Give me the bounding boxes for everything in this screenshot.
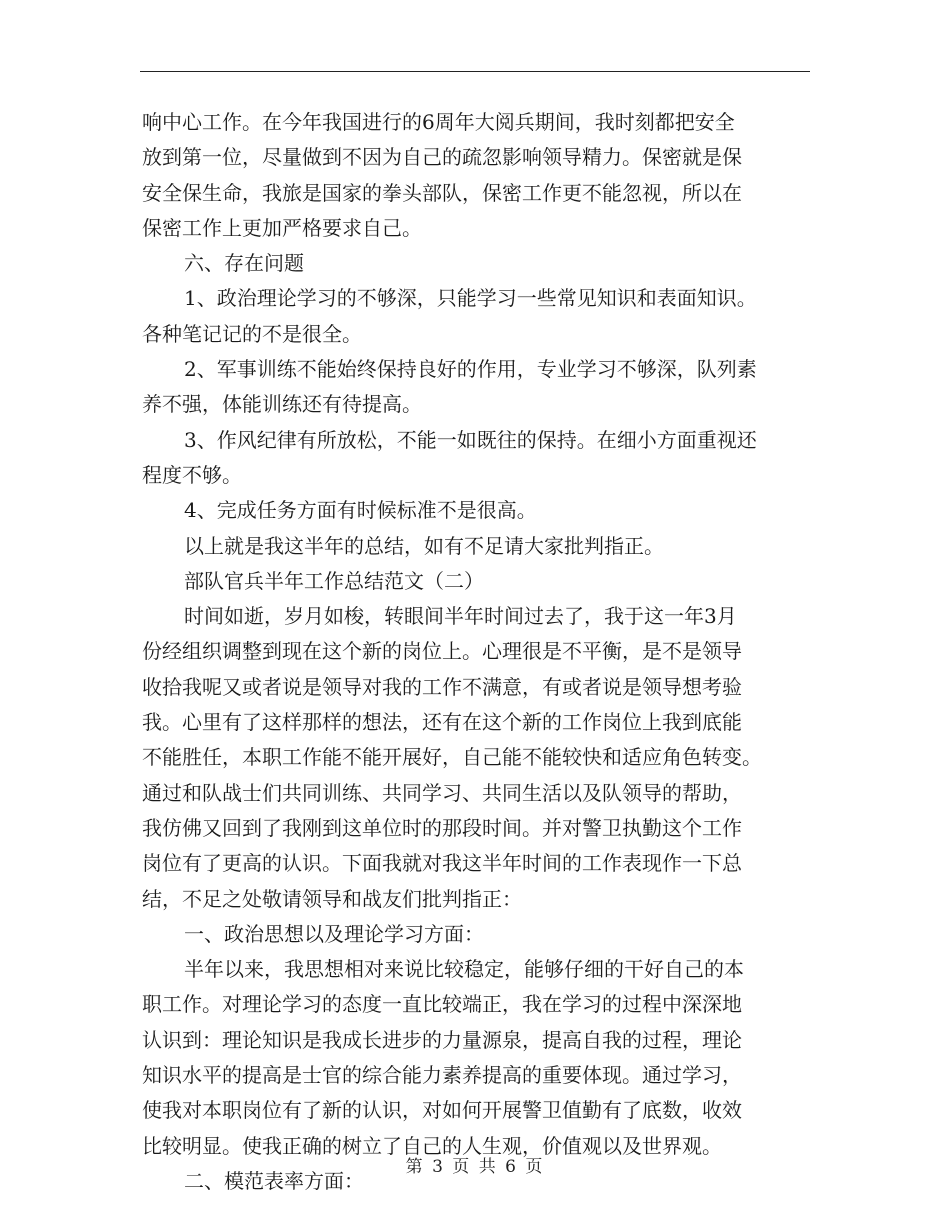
text-line: 4、完成任务方面有时候标准不是很高。 [184, 498, 537, 523]
text-line: 结，不足之处敬请领导和战友们批判指正： [142, 886, 522, 911]
text-line: 收拾我呢又或者说是领导对我的工作不满意，有或者说是领导想考验 [142, 674, 742, 699]
text-line: 1、政治理论学习的不够深，只能学习一些常见知识和表面知识。 [184, 286, 757, 311]
text-line: 响中心工作。在今年我国进行的6周年大阅兵期间，我时刻都把安全 [142, 110, 735, 134]
text-line: 部队官兵半年工作总结范文（二） [184, 568, 484, 593]
text-line: 保密工作上更加严格要求自己。 [142, 215, 422, 240]
text-line: 3、作风纪律有所放松，不能一如既往的保持。在细小方面重视还 [184, 427, 757, 452]
text-line: 认识到：理论知识是我成长进步的力量源泉，提高自我的过程，理论 [142, 1027, 742, 1052]
text-line: 我仿佛又回到了我刚到这单位时的那段时间。并对警卫执勤这个工作 [142, 815, 742, 840]
text-line: 二、模范表率方面： [184, 1168, 364, 1193]
text-line: 比较明显。使我正确的树立了自己的人生观，价值观以及世界观。 [142, 1133, 722, 1158]
text-line: 时间如逝，岁月如梭，转眼间半年时间过去了，我于这一年3月 [184, 604, 737, 629]
text-line: 职工作。对理论学习的态度一直比较端正，我在学习的过程中深深地 [142, 992, 742, 1017]
document-body [142, 105, 810, 1199]
text-line: 份经组织调整到现在这个新的岗位上。心理很是不平衡，是不是领导 [142, 639, 742, 664]
text-line: 各种笔记记的不是很全。 [142, 321, 362, 346]
page-footer: 第 3 页 共 6 页 [405, 1157, 545, 1177]
text-line: 通过和队战士们共同训练、共同学习、共同生活以及队领导的帮助， [142, 780, 742, 805]
text-line: 半年以来，我思想相对来说比较稳定，能够仔细的干好自己的本 [184, 957, 744, 982]
text-line: 岗位有了更高的认识。下面我就对我这半年时间的工作表现作一下总 [142, 851, 742, 876]
text-line: 以上就是我这半年的总结，如有不足请大家批判指正。 [184, 533, 664, 558]
text-line: 我。心里有了这样那样的想法，还有在这个新的工作岗位上我到底能 [142, 710, 742, 735]
text-line: 知识水平的提高是士官的综合能力素养提高的重要体现。通过学习， [142, 1063, 742, 1088]
text-line: 使我对本职岗位有了新的认识，对如何开展警卫值勤有了底数，收效 [142, 1098, 742, 1123]
text-line: 不能胜任，本职工作能不能开展好，自己能不能较快和适应角色转变。 [142, 745, 762, 770]
text-line: 一、政治思想以及理论学习方面： [184, 921, 484, 946]
text-line: 2、军事训练不能始终保持良好的作用，专业学习不够深，队列素 [184, 357, 757, 382]
text-line: 六、存在问题 [184, 251, 304, 276]
text-line: 程度不够。 [142, 462, 242, 487]
text-line: 养不强，体能训练还有待提高。 [142, 392, 422, 417]
text-line: 放到第一位，尽量做到不因为自己的疏忽影响领导精力。保密就是保 [142, 145, 742, 170]
header-rule [140, 71, 810, 72]
text-line: 安全保生命，我旅是国家的拳头部队，保密工作更不能忽视，所以在 [142, 180, 742, 205]
